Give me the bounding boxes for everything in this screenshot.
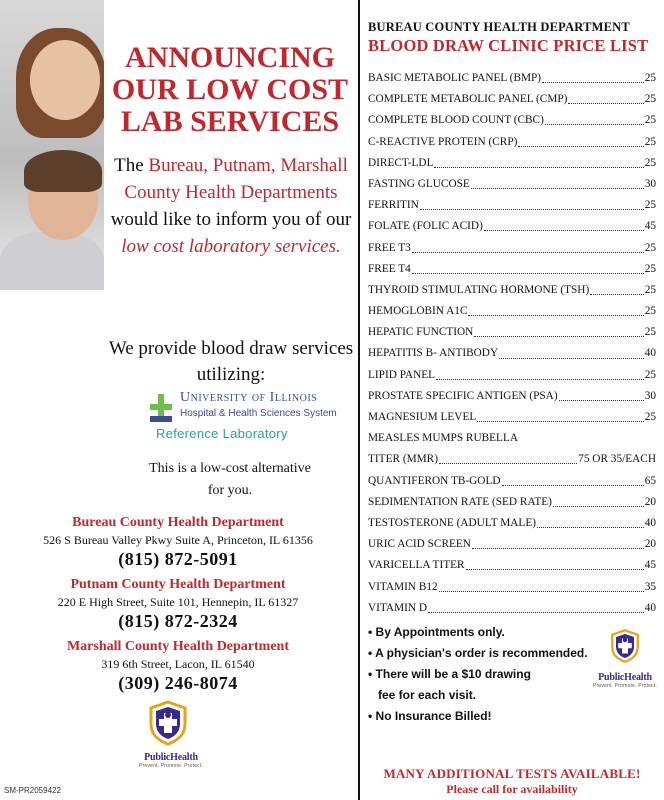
test-price: 30 (644, 389, 656, 402)
test-name: THYROID STIMULATING HORMONE (TSH) (368, 283, 590, 296)
test-name: TITER (MMR) (368, 453, 438, 466)
contact-phone[interactable]: (815) 872-2324 (118, 611, 238, 631)
price-row (368, 386, 656, 407)
test-name: COMPLETE METABOLIC PANEL (CMP) (368, 93, 568, 106)
test-price: 45 (644, 559, 656, 572)
price-row (368, 301, 656, 322)
leader-dots (466, 561, 644, 570)
test-price: 25 (644, 241, 656, 254)
logo-name: PublicHealth (598, 672, 652, 683)
leader-dots (537, 519, 644, 528)
price-row (368, 407, 656, 428)
test-name: HEPATITIS B- ANTIBODY (368, 347, 499, 360)
test-name: VITAMIN D (368, 601, 428, 614)
price-row (368, 216, 656, 237)
test-name: MEASLES MUMPS RUBELLA (368, 432, 519, 445)
test-name: BASIC METABOLIC PANEL (BMP) (368, 72, 542, 84)
price-row (368, 259, 656, 280)
intro-emphasis: low cost laboratory services. (121, 236, 341, 257)
test-name: COMPLETE BLOOD COUNT (CBC) (368, 114, 544, 127)
note-item: fee for each visit. (378, 688, 477, 702)
price-row (368, 513, 656, 534)
price-list (368, 68, 656, 619)
notes (368, 622, 608, 727)
test-price: 25 (644, 156, 656, 169)
leader-dots (471, 180, 644, 189)
price-row (368, 132, 656, 153)
leader-dots (472, 540, 644, 549)
intro-departments: Bureau, Putnam, Marshall County Health Departments (124, 155, 348, 203)
price-row (368, 280, 656, 301)
uofi-reference-lab: Reference Laboratory (156, 426, 288, 441)
test-price: 25 (644, 305, 656, 318)
leader-dots (474, 328, 643, 337)
leader-dots (553, 498, 644, 507)
test-name: FOLATE (FOLIC ACID) (368, 220, 483, 233)
contact-phone[interactable]: (815) 872-5091 (118, 549, 238, 569)
test-name: HEPATIC FUNCTION (368, 326, 474, 339)
headline (110, 42, 350, 138)
price-row (368, 195, 656, 216)
leader-dots (499, 350, 644, 359)
leader-dots (484, 222, 644, 231)
test-price: 45 (644, 220, 656, 233)
couple-photo (0, 0, 104, 290)
uofi-mark-icon (150, 394, 172, 422)
test-name: FERRITIN (368, 199, 419, 212)
contact-address: 220 E High Street, Suite 101, Hennepin, IL 61327 (57, 595, 299, 609)
leader-dots (518, 138, 643, 147)
test-name: LIPID PANEL (368, 368, 436, 381)
column-divider (358, 0, 360, 800)
department-title: BUREAU COUNTY HEALTH DEPARTMENT (368, 20, 630, 34)
test-price: 25 (644, 411, 656, 423)
leader-dots (545, 116, 644, 125)
test-name: DIRECT-LDL (368, 156, 434, 169)
price-row (368, 153, 656, 174)
leader-dots (412, 265, 644, 274)
leader-dots (436, 371, 644, 380)
contact-name: Bureau County Health Department (72, 515, 284, 530)
headline-line-2: OUR LOW COST (111, 73, 349, 106)
price-row (368, 534, 656, 555)
price-row (368, 598, 656, 619)
public-health-logo (128, 752, 214, 769)
test-price: 20 (644, 538, 656, 551)
price-row (368, 238, 656, 259)
uofi-logo (150, 388, 350, 446)
contact-bureau (0, 514, 356, 570)
test-price: 30 (644, 177, 656, 190)
price-row (368, 89, 656, 110)
logo-name: PublicHealth (144, 752, 198, 763)
test-price: 25 (644, 199, 656, 212)
price-row (368, 555, 656, 576)
contact-address: 526 S Bureau Valley Pkwy Suite A, Princeton, IL 61356 (43, 533, 313, 547)
lowcost-text: This is a low-cost alternative for you. (149, 461, 311, 498)
test-name: HEMOGLOBIN A1C (368, 305, 468, 318)
test-name: TESTOSTERONE (ADULT MALE) (368, 516, 536, 529)
call-availability: Please call for availability (446, 782, 578, 796)
leader-dots (502, 477, 644, 486)
contact-putnam (0, 576, 356, 632)
price-row (368, 492, 656, 513)
leader-dots (568, 95, 643, 104)
price-row (368, 365, 656, 386)
test-name: VITAMIN B12 (368, 580, 438, 593)
test-price: 25 (644, 114, 656, 127)
test-name: FREE T3 (368, 241, 411, 254)
test-name: QUANTIFERON TB-GOLD (368, 474, 501, 487)
test-price: 20 (644, 495, 656, 508)
note-item: • By Appointments only. (368, 625, 505, 639)
contact-phone[interactable]: (309) 246-8074 (118, 673, 238, 693)
contacts (0, 514, 356, 694)
logo-tagline: Prevent. Promote. Protect. (138, 763, 204, 769)
price-row (368, 322, 656, 343)
contact-name: Marshall County Health Department (66, 639, 290, 654)
public-health-shield-icon (148, 700, 188, 746)
leader-dots (477, 413, 643, 422)
contact-name: Putnam County Health Department (70, 577, 286, 592)
more-tests-heading: MANY ADDITIONAL TESTS AVAILABLE! (383, 766, 641, 781)
note-item: • No Insurance Billed! (368, 709, 492, 723)
test-name: SEDIMENTATION RATE (SED RATE) (368, 495, 552, 508)
note-item: • There will be a $10 drawing (368, 667, 531, 681)
price-row (368, 449, 656, 470)
test-price: 25 (644, 135, 656, 148)
test-price: 25 (644, 368, 656, 381)
test-price: 75 OR 35/EACH (578, 453, 656, 466)
leader-dots (428, 604, 644, 613)
test-name: FREE T4 (368, 262, 411, 275)
price-row (368, 110, 656, 131)
test-price: 35 (644, 580, 656, 593)
headline-line-3: LAB SERVICES (120, 105, 340, 138)
leader-dots (439, 455, 577, 464)
leader-dots (559, 392, 644, 401)
test-price: 65 (644, 474, 656, 487)
leader-dots (468, 307, 643, 316)
price-row (368, 343, 656, 364)
leader-dots (439, 583, 644, 592)
intro-middle: would like to inform you of our (110, 209, 352, 230)
logo-tagline: Prevent. Promote. Protect. (592, 683, 658, 689)
intro-text (108, 152, 354, 260)
leader-dots (434, 159, 643, 168)
test-name: C-REACTIVE PROTEIN (CRP) (368, 135, 518, 148)
price-row (368, 68, 656, 89)
intro-lead: The (114, 155, 144, 176)
contact-address: 319 6th Street, Lacon, IL 61540 (101, 657, 255, 671)
test-name: FASTING GLUCOSE (368, 177, 470, 190)
uofi-name: University of Illinois (180, 390, 318, 405)
price-list-title: BLOOD DRAW CLINIC PRICE LIST (368, 36, 649, 55)
document-code: SM-PR2059422 (4, 786, 61, 795)
test-price: 25 (644, 72, 656, 84)
test-price: 25 (644, 326, 656, 339)
leader-dots (412, 244, 644, 253)
price-row (368, 577, 656, 598)
test-price: 25 (644, 262, 656, 275)
test-name: PROSTATE SPECIFIC ANTIGEN (PSA) (368, 389, 558, 402)
test-name: URIC ACID SCREEN (368, 538, 471, 551)
uofi-system: Hospital & Health Sciences System (180, 408, 337, 419)
test-name: MAGNESIUM LEVEL (368, 411, 477, 423)
test-price: 40 (644, 516, 656, 529)
public-health-shield-icon (610, 628, 640, 664)
note-item: • A physician's order is recommended. (368, 646, 588, 660)
price-row (368, 428, 656, 449)
leader-dots (590, 286, 643, 295)
leader-dots (542, 74, 644, 83)
headline-line-1: ANNOUNCING (125, 41, 335, 74)
public-health-logo (588, 672, 662, 689)
test-price: 40 (644, 347, 656, 360)
price-row (368, 471, 656, 492)
test-price: 25 (644, 93, 656, 106)
test-price: 25 (644, 283, 656, 296)
test-price: 40 (644, 601, 656, 614)
provide-text: We provide blood draw services utilizing: (108, 338, 354, 385)
test-name: VARICELLA TITER (368, 559, 465, 572)
price-row (368, 174, 656, 195)
contact-marshall (0, 638, 356, 694)
leader-dots (420, 201, 644, 210)
